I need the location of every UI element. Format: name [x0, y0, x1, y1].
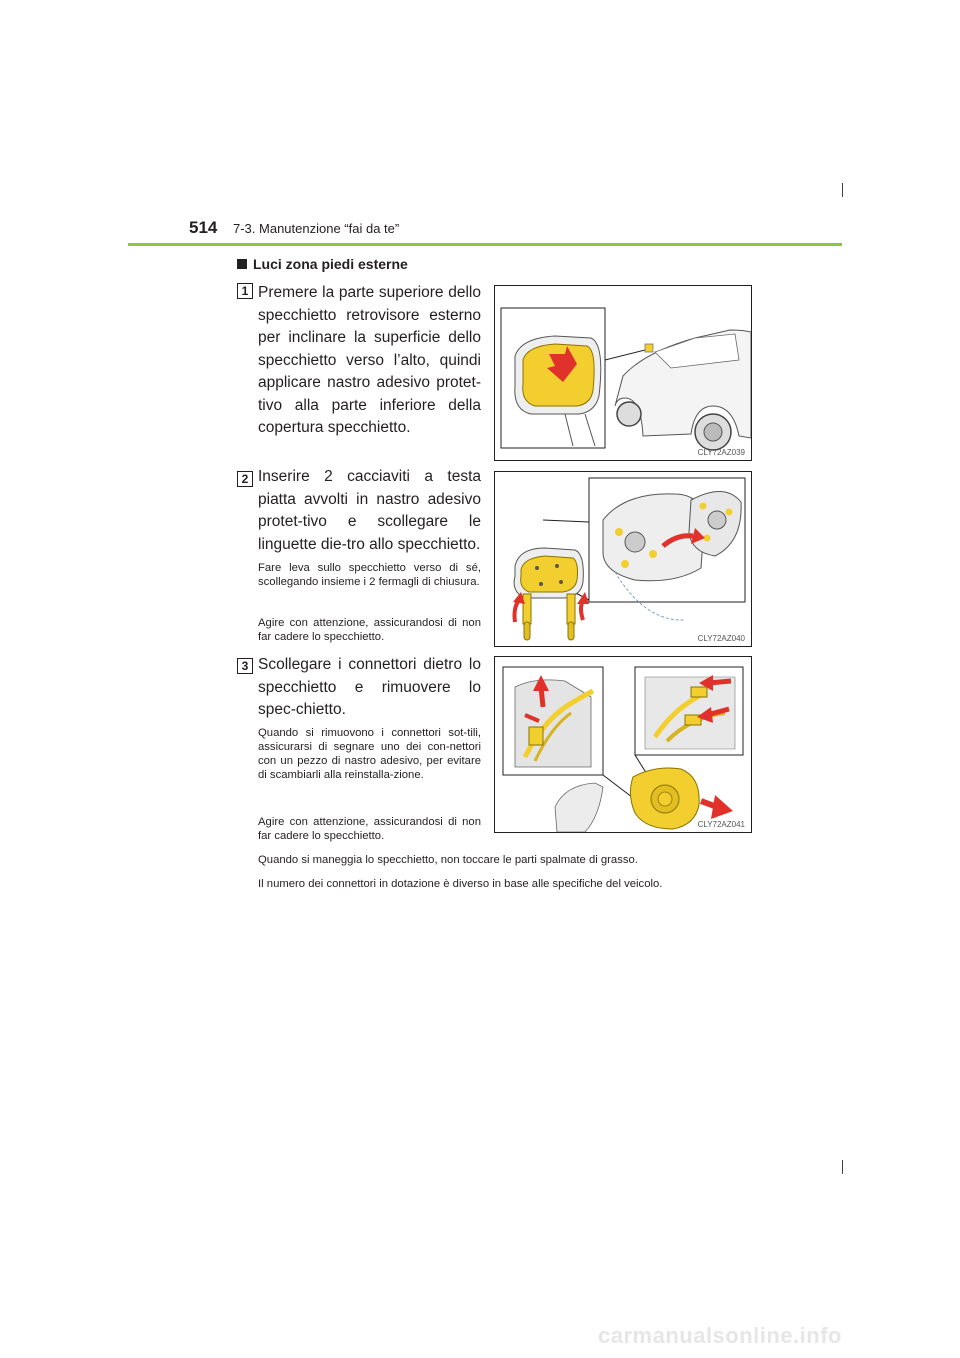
- step-2-note-1: Fare leva sullo specchietto verso di sé, scollegando insieme i 2 fermagli di chiusura.: [258, 562, 481, 588]
- figure-step-1: [494, 285, 752, 461]
- watermark: carmanualsonline.info: [598, 1323, 842, 1348]
- step-badge-1: 1: [237, 283, 253, 299]
- step-3-text: Scollegare i connettori dietro lo specchietto e rimuovere lo spec-chietto.: [258, 656, 481, 718]
- step-1-text: Premere la parte superiore dello specchietto retrovisore esterno per inclinare la superficie dello specchietto verso l’alto, quindi applicare nastro adesivo protet-tivo alla parte inferiore della copertura specchietto.: [258, 284, 481, 436]
- step-badge-3: 3: [237, 658, 253, 674]
- page-number: 514: [189, 218, 218, 237]
- step-3-note-1: Quando si rimuovono i connettori sot-tili, assicurarsi di segnare uno dei con-nettori con un pezzo di nastro adesivo, per evitare di scambiarli alla reinstalla-zione.: [258, 727, 481, 781]
- square-bullet-icon: [237, 259, 247, 269]
- running-head: 7-3. Manutenzione “fai da te”: [233, 221, 400, 236]
- step-3-note-2: Agire con attenzione, assicurandosi di non far cadere lo specchietto.: [258, 816, 481, 842]
- step-2-text: Inserire 2 cacciaviti a testa piatta avvolti in nastro adesivo protet-tivo e scollegare le linguette die-tro allo specchietto.: [258, 468, 481, 553]
- header-rule: [128, 243, 842, 246]
- section-title-text: Luci zona piedi esterne: [253, 256, 408, 272]
- step-badge-2: 2: [237, 471, 253, 487]
- footnote-2: Il numero dei connettori in dotazione è diverso in base alle specifiche del veicolo.: [258, 878, 663, 890]
- figure-code: CLY72AZ039: [697, 448, 745, 457]
- crop-mark-top: [842, 183, 843, 197]
- section-title: [237, 256, 408, 272]
- crop-mark-bottom: [842, 1160, 843, 1174]
- figure-code: CLY72AZ041: [697, 820, 745, 829]
- step-2-note-2: Agire con attenzione, assicurandosi di non far cadere lo specchietto.: [258, 617, 481, 643]
- footnote-1: Quando si maneggia lo specchietto, non toccare le parti spalmate di grasso.: [258, 854, 638, 866]
- figure-code: CLY72AZ040: [697, 634, 745, 643]
- figure-step-2: [494, 471, 752, 647]
- figure-step-3: [494, 656, 752, 833]
